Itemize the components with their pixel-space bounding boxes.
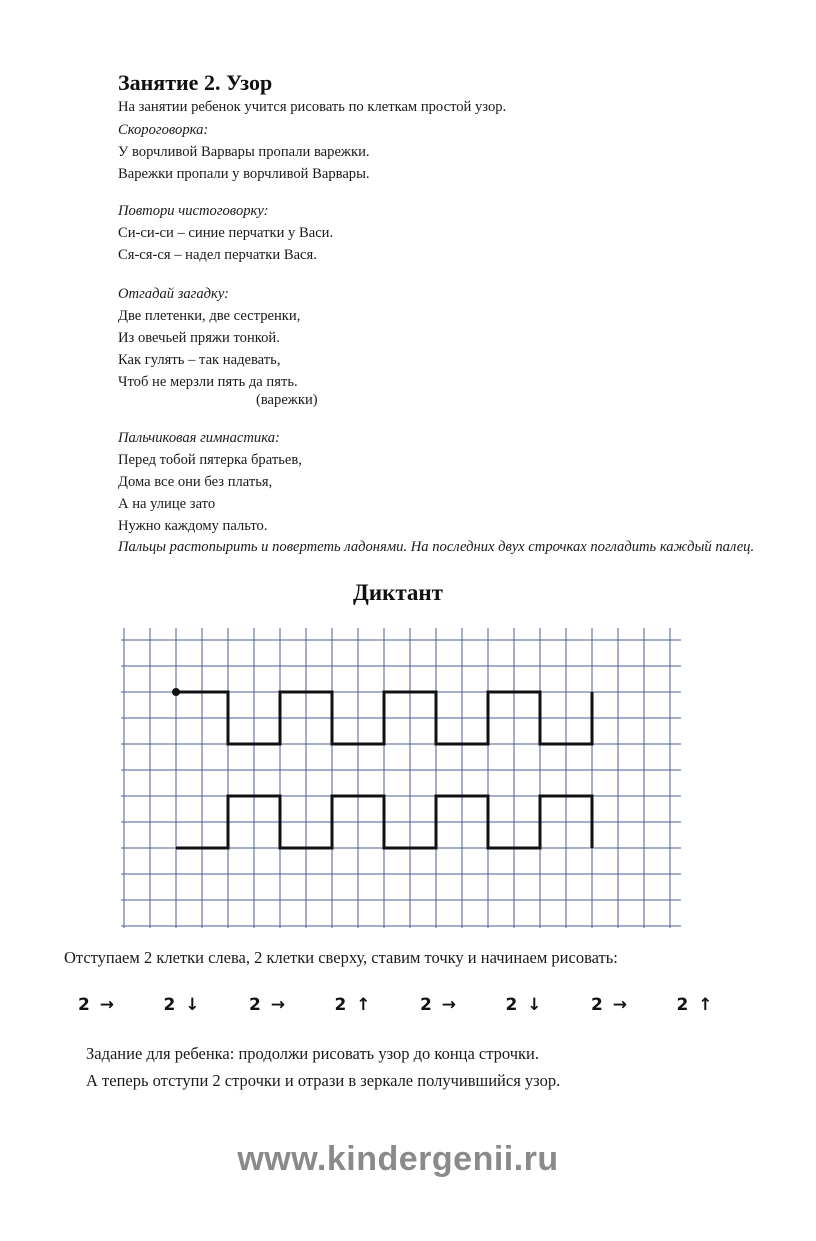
task-line: Задание для ребенка: продолжи рисовать узор до конца строчки. [86, 1044, 540, 1063]
finger-gym-heading: Пальчиковая гимнастика: [118, 430, 280, 446]
dictation-step [591, 995, 627, 1015]
dictation-step [164, 995, 200, 1015]
arrow-down-icon: ↓ [521, 995, 542, 1015]
dictation-instruction: Отступаем 2 клетки слева, 2 клетки сверху, ставим точку и начинаем рисовать: [64, 948, 618, 967]
arrow-right-icon: → [93, 995, 115, 1015]
chant-heading: Повтори чистоговорку: [118, 203, 269, 219]
task-line: А теперь отступи 2 строчки и отрази в зеркале получившийся узор. [86, 1071, 561, 1090]
grid-lines [121, 628, 683, 928]
step-count: 2 [420, 995, 432, 1015]
lesson-title: Занятие 2. Узор [118, 70, 273, 95]
arrow-right-icon: → [264, 995, 286, 1015]
finger-gym-line: А на улице зато [118, 496, 216, 512]
riddle-heading: Отгадай загадку: [118, 286, 230, 302]
lesson-intro: На занятии ребенок учится рисовать по клеткам простой узор. [118, 99, 507, 115]
squared-paper-grid [121, 628, 683, 934]
step-count: 2 [163, 995, 176, 1015]
riddle-answer: (варежки) [256, 392, 318, 408]
arrow-right-icon: → [435, 995, 457, 1015]
dictation-title: Диктант [353, 580, 443, 605]
arrow-up-icon: ↑ [350, 995, 371, 1015]
riddle-line: Чтоб не мерзли пять да пять. [118, 374, 298, 390]
dictation-step [677, 995, 713, 1015]
finger-gym-line: Нужно каждому пальто. [118, 518, 268, 534]
riddle-line: Две плетенки, две сестренки, [118, 308, 301, 324]
dictation-step [78, 995, 114, 1015]
dictation-step [335, 995, 371, 1015]
step-count: 2 [78, 995, 90, 1015]
step-count: 2 [591, 995, 603, 1015]
step-count: 2 [334, 995, 347, 1015]
tongue-twister-heading: Скороговорка: [118, 122, 209, 138]
dictation-steps [78, 995, 728, 1025]
finger-gym-instruction: Пальцы растопырить и повертеть ладонями. На последних двух строчках погладить каждый палец. [118, 539, 755, 555]
arrow-up-icon: ↑ [692, 995, 713, 1015]
finger-gym-line: Перед тобой пятерка братьев, [118, 452, 302, 468]
tongue-twister-line: Варежки пропали у ворчливой Варвары. [118, 166, 370, 182]
arrow-right-icon: → [606, 995, 628, 1015]
step-count: 2 [249, 995, 261, 1015]
finger-gym-line: Дома все они без платья, [118, 474, 273, 490]
step-count: 2 [505, 995, 518, 1015]
footer-url: www.kindergenii.ru [237, 1140, 559, 1178]
start-point-dot [172, 688, 180, 696]
chant-line: Ся-ся-ся – надел перчатки Вася. [118, 247, 317, 263]
dictation-step [420, 995, 456, 1015]
arrow-down-icon: ↓ [179, 995, 200, 1015]
step-count: 2 [676, 995, 689, 1015]
chant-line: Си-си-си – синие перчатки у Васи. [118, 225, 334, 241]
tongue-twister-line: У ворчливой Варвары пропали варежки. [118, 144, 370, 160]
dictation-step [249, 995, 285, 1015]
dictation-step [506, 995, 542, 1015]
riddle-line: Как гулять – так надевать, [118, 352, 281, 368]
riddle-line: Из овечьей пряжи тонкой. [118, 330, 280, 346]
